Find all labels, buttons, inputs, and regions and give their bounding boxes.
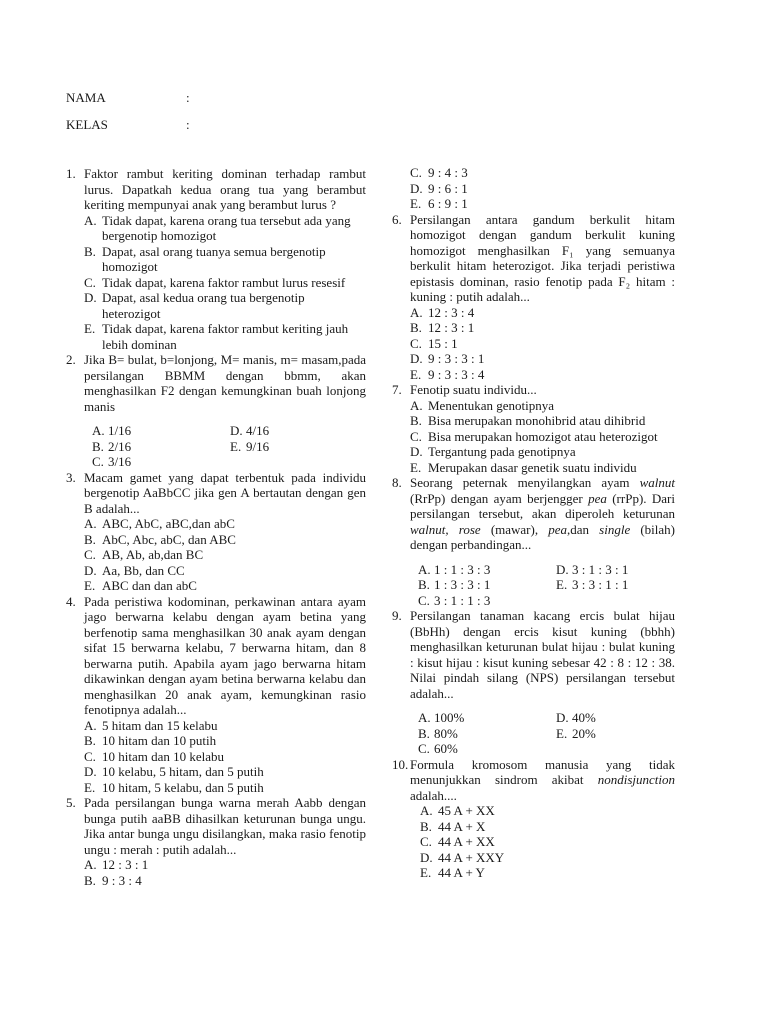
kelas-label: KELAS bbox=[66, 117, 108, 132]
option-letter: D. bbox=[84, 562, 97, 578]
option-letter: C. bbox=[410, 335, 422, 351]
question-number: 9. bbox=[392, 608, 402, 623]
option-b bbox=[84, 244, 366, 275]
option-b bbox=[84, 532, 366, 548]
option-text: Tidak dapat, karena faktor rambut keriting jauh lebih dominan bbox=[102, 321, 349, 352]
option-e bbox=[556, 726, 675, 742]
option-letter: E. bbox=[556, 725, 568, 741]
option-letter: B. bbox=[84, 531, 96, 547]
option-d bbox=[556, 562, 675, 578]
right-column bbox=[392, 165, 675, 881]
option-e bbox=[410, 196, 675, 212]
question-5 bbox=[66, 795, 366, 888]
italic-term: single bbox=[599, 521, 631, 537]
option-a bbox=[84, 213, 366, 244]
option-b bbox=[84, 733, 366, 749]
option-letter: A. bbox=[420, 803, 433, 818]
option-text: 10 hitam, 5 kelabu, dan 5 putih bbox=[102, 779, 264, 795]
option-letter: B. bbox=[420, 818, 432, 834]
kelas-colon: : bbox=[186, 117, 190, 132]
option-letter: C. bbox=[84, 274, 96, 290]
option-letter: B. bbox=[410, 413, 422, 428]
option-letter: B. bbox=[84, 872, 96, 888]
option-a bbox=[420, 803, 675, 819]
option-letter: B. bbox=[92, 438, 104, 454]
option-text: 44 A + XXY bbox=[438, 849, 505, 865]
option-text: 5 hitam dan 15 kelabu bbox=[102, 717, 218, 733]
option-text: 1 : 1 : 3 : 3 bbox=[434, 561, 491, 577]
option-b bbox=[410, 320, 675, 336]
question-5-continued bbox=[392, 165, 675, 212]
italic-term: pea bbox=[588, 490, 607, 506]
option-text: 10 hitam dan 10 putih bbox=[102, 733, 217, 748]
option-text: ABC dan dan abC bbox=[102, 578, 197, 593]
option-d bbox=[84, 764, 366, 780]
option-letter: C. bbox=[84, 547, 96, 562]
option-letter: A. bbox=[418, 561, 431, 577]
text-segment: ,dan bbox=[567, 521, 600, 537]
question-number: 3. bbox=[66, 469, 76, 485]
question-3 bbox=[66, 470, 366, 594]
option-letter: C. bbox=[418, 741, 430, 756]
question-1 bbox=[66, 166, 366, 352]
option-text: 6 : 9 : 1 bbox=[428, 196, 468, 211]
option-a bbox=[418, 710, 556, 726]
question-8 bbox=[392, 475, 675, 608]
question-text bbox=[410, 475, 675, 553]
option-text: Tidak dapat, karena faktor rambut lurus resesif bbox=[102, 274, 346, 290]
option-text: Dapat, asal orang tuanya semua bergenotip homozigot bbox=[102, 243, 326, 274]
option-b bbox=[418, 577, 556, 593]
option-text: 9 : 3 : 3 : 1 bbox=[428, 351, 485, 366]
option-text: 15 : 1 bbox=[428, 335, 458, 351]
left-column bbox=[66, 166, 366, 888]
option-text: 40% bbox=[572, 710, 596, 725]
option-letter: D. bbox=[556, 561, 569, 577]
option-text: Aa, Bb, dan CC bbox=[102, 562, 185, 578]
option-a bbox=[92, 423, 230, 439]
option-text: 60% bbox=[434, 741, 458, 756]
option-c bbox=[84, 749, 366, 765]
option-text: 44 A + Y bbox=[438, 865, 485, 880]
option-text: 1 : 3 : 3 : 1 bbox=[434, 577, 491, 592]
option-letter: E. bbox=[420, 865, 432, 880]
question-text: Persilangan antara gandum berkulit hitam homozigot dengan gandum berkulit kuning homozigot menghasilkan F₁ yang semuanya berkulit hitam heterozigot. Jika terjadi peristiwa epistasis dominan, rasio fenotip pada F₂ hitam : kuning : putih adalah... bbox=[410, 211, 675, 304]
option-text: Bisa merupakan monohibrid atau dihibrid bbox=[428, 413, 646, 428]
option-letter: B. bbox=[418, 725, 430, 741]
option-letter: A. bbox=[84, 516, 97, 531]
option-text: 1/16 bbox=[108, 423, 132, 438]
option-text: 9 : 3 : 4 bbox=[102, 872, 142, 888]
option-a bbox=[84, 516, 366, 532]
text-segment: (rrPp). Dari persilangan tersebut, akan diperoleh keturunan bbox=[410, 490, 675, 521]
option-text: Menentukan genotipnya bbox=[428, 397, 554, 413]
option-text: 12 : 3 : 4 bbox=[428, 304, 475, 320]
question-text: Faktor rambut keriting dominan terhadap rambut lurus. Dapatkah kedua orang tua yang berambut keriting mempunyai anak yang berambut lurus ? bbox=[84, 166, 366, 212]
option-text: Merupakan dasar genetik suatu individu bbox=[428, 459, 637, 475]
option-letter: D. bbox=[556, 710, 569, 725]
option-text: 3 : 3 : 1 : 1 bbox=[572, 577, 629, 592]
question-6 bbox=[392, 212, 675, 383]
question-text: Jika B= bulat, b=lonjong, M= manis, m= masam,pada persilangan BBMM dengan bbmm, akan menghasilkan F2 dengan kemungkinan buah lonjong manis bbox=[84, 352, 366, 414]
option-d bbox=[84, 290, 366, 321]
option-letter: C. bbox=[92, 454, 104, 469]
option-text: 100% bbox=[434, 710, 465, 725]
text-segment: (mawar), bbox=[480, 521, 549, 537]
option-letter: B. bbox=[84, 243, 96, 259]
option-letter: A. bbox=[418, 710, 431, 725]
option-c bbox=[420, 834, 675, 850]
option-text: Tergantung pada genotipnya bbox=[428, 444, 576, 459]
option-e bbox=[556, 577, 675, 593]
option-letter: E. bbox=[410, 196, 422, 211]
option-text: 3 : 1 : 1 : 3 bbox=[434, 592, 491, 608]
question-text: Macam gamet yang dapat terbentuk pada individu bergenotip AaBbCC jika gen A bertautan dengan gen B adalah... bbox=[84, 469, 366, 516]
options-grid bbox=[410, 710, 675, 757]
option-letter: E. bbox=[84, 321, 96, 336]
option-d bbox=[84, 563, 366, 579]
option-d bbox=[410, 181, 675, 197]
option-letter: D. bbox=[230, 423, 243, 438]
option-e bbox=[410, 367, 675, 383]
option-letter: C. bbox=[84, 748, 96, 764]
option-text: 10 kelabu, 5 hitam, dan 5 putih bbox=[102, 764, 264, 779]
option-text: Tidak dapat, karena orang tua tersebut ada yang bergenotip homozigot bbox=[102, 212, 351, 243]
question-2 bbox=[66, 352, 366, 470]
option-e bbox=[84, 578, 366, 594]
option-text: 9 : 4 : 3 bbox=[428, 165, 468, 180]
option-letter: E. bbox=[230, 438, 242, 454]
option-d bbox=[410, 351, 675, 367]
option-c bbox=[84, 547, 366, 563]
option-letter: A. bbox=[84, 212, 97, 228]
option-text: 20% bbox=[572, 725, 596, 741]
option-letter: C. bbox=[418, 592, 430, 608]
option-letter: A. bbox=[92, 423, 105, 438]
option-letter: E. bbox=[84, 578, 96, 593]
option-e bbox=[410, 460, 675, 476]
italic-term: walnut bbox=[639, 475, 675, 490]
italic-term: walnut, rose bbox=[410, 521, 481, 537]
option-b bbox=[92, 439, 230, 455]
option-c bbox=[84, 275, 366, 291]
option-text: AbC, Abc, abC, dan ABC bbox=[102, 531, 236, 547]
question-number: 10. bbox=[392, 756, 409, 772]
question-7 bbox=[392, 382, 675, 475]
option-text: 2/16 bbox=[108, 438, 132, 454]
option-letter: C. bbox=[420, 834, 432, 849]
option-letter: D. bbox=[410, 180, 423, 196]
option-e bbox=[420, 865, 675, 881]
text-segment: Seorang peternak menyilangkan ayam bbox=[410, 475, 640, 490]
option-e bbox=[230, 439, 366, 455]
option-c bbox=[418, 741, 556, 757]
option-c bbox=[410, 336, 675, 352]
option-letter: E. bbox=[410, 366, 422, 382]
option-letter: E. bbox=[410, 459, 422, 475]
option-c bbox=[92, 454, 230, 470]
option-d bbox=[230, 423, 366, 439]
option-letter: D. bbox=[84, 764, 97, 779]
option-e bbox=[84, 321, 366, 352]
nama-field bbox=[66, 90, 190, 106]
option-letter: E. bbox=[84, 779, 96, 795]
option-letter: A. bbox=[84, 857, 97, 872]
option-a bbox=[418, 562, 556, 578]
option-text: 12 : 3 : 1 bbox=[102, 857, 149, 872]
option-text: 80% bbox=[434, 725, 458, 741]
text-segment: Formula kromosom manusia yang tidak menunjukkan sindrom akibat bbox=[410, 756, 675, 787]
option-letter: A. bbox=[410, 304, 423, 320]
question-text: Pada peristiwa kodominan, perkawinan antara ayam jago berwarna kelabu dengan ayam betina yang berfenotip sama menghasilkan 30 anak ayam dengan sifat 15 berwarna kelabu, 7 berwarna hitam, dan 8 berwarna putih. Apabila ayam jago berwarna hitam dikawinkan dengan ayam betina berwarna kelabu dan menghasilkan 20 anak ayam, kemungkinan rasio fenotipnya adalah... bbox=[84, 593, 366, 717]
option-letter: C. bbox=[410, 428, 422, 444]
italic-term: nondisjunction bbox=[597, 772, 675, 787]
option-text: 12 : 3 : 1 bbox=[428, 320, 475, 335]
option-text: 9/16 bbox=[246, 438, 270, 454]
option-text: 3/16 bbox=[108, 454, 132, 469]
question-text: Persilangan tanaman kacang ercis bulat hijau (BbHh) dengan ercis kisut kuning (bbhh) menghasilkan keturunan bulat hijau : bulat kuning : kisut hijau : kisut kuning sebesar 42 : 8 : 12 : 38. Nilai pindah silang (NPS) persilangan tersebut adalah... bbox=[410, 608, 675, 701]
nama-colon: : bbox=[186, 90, 190, 105]
option-a bbox=[410, 305, 675, 321]
nama-label: NAMA bbox=[66, 90, 106, 105]
question-4 bbox=[66, 594, 366, 796]
option-text: 9 : 6 : 1 bbox=[428, 180, 468, 196]
option-a bbox=[84, 857, 366, 873]
kelas-field bbox=[66, 117, 190, 133]
text-segment: (bilah) dengan perbandingan... bbox=[410, 521, 675, 552]
option-d bbox=[410, 444, 675, 460]
option-b bbox=[418, 726, 556, 742]
option-letter: E. bbox=[556, 577, 568, 592]
option-c bbox=[410, 165, 675, 181]
italic-term: pea bbox=[548, 521, 567, 537]
option-text: 45 A + XX bbox=[438, 803, 495, 818]
option-letter: B. bbox=[84, 733, 96, 748]
options-grid bbox=[84, 423, 366, 470]
option-a bbox=[84, 718, 366, 734]
option-b bbox=[420, 819, 675, 835]
option-text: Dapat, asal kedua orang tua bergenotip heterozigot bbox=[102, 290, 305, 321]
option-text: 10 hitam dan 10 kelabu bbox=[102, 748, 225, 764]
text-segment: (RrPp) dengan ayam berjengger bbox=[410, 490, 589, 506]
question-number: 8. bbox=[392, 475, 402, 490]
option-text: AB, Ab, ab,dan BC bbox=[102, 547, 204, 562]
option-b bbox=[410, 413, 675, 429]
option-letter: B. bbox=[418, 577, 430, 592]
option-letter: D. bbox=[84, 290, 97, 305]
option-text: 4/16 bbox=[246, 423, 270, 438]
question-number: 5. bbox=[66, 795, 76, 810]
option-e bbox=[84, 780, 366, 796]
option-letter: D. bbox=[410, 444, 423, 459]
question-number: 4. bbox=[66, 593, 76, 609]
question-number: 1. bbox=[66, 166, 76, 181]
option-d bbox=[556, 710, 675, 726]
option-c bbox=[410, 429, 675, 445]
option-a bbox=[410, 398, 675, 414]
option-letter: D. bbox=[410, 351, 423, 366]
option-c bbox=[418, 593, 556, 609]
question-text: Pada persilangan bunga warna merah Aabb dengan bunga putih aaBB dihasilkan keturunan bunga ungu. Jika antar bunga ungu disilangkan, maka rasio fenotip ungu : merah : putih adalah... bbox=[84, 795, 366, 857]
question-number: 2. bbox=[66, 352, 76, 367]
option-text: Bisa merupakan homozigot atau heterozigot bbox=[428, 428, 658, 444]
option-letter: A. bbox=[410, 397, 423, 413]
question-text bbox=[410, 757, 675, 804]
question-9 bbox=[392, 608, 675, 757]
option-d bbox=[420, 850, 675, 866]
option-text: ABC, AbC, aBC,dan abC bbox=[102, 516, 235, 531]
text-segment: adalah.... bbox=[410, 787, 457, 803]
option-text: 9 : 3 : 3 : 4 bbox=[428, 366, 485, 382]
option-letter: B. bbox=[410, 320, 422, 335]
option-letter: A. bbox=[84, 717, 97, 733]
option-b bbox=[84, 873, 366, 889]
question-text: Fenotip suatu individu... bbox=[410, 382, 537, 397]
option-text: 3 : 1 : 3 : 1 bbox=[572, 561, 629, 577]
option-letter: C. bbox=[410, 165, 422, 180]
question-number: 6. bbox=[392, 211, 402, 227]
option-text: 44 A + XX bbox=[438, 834, 495, 849]
option-text: 44 A + X bbox=[438, 818, 486, 834]
options-grid bbox=[410, 562, 675, 609]
question-10 bbox=[392, 757, 675, 881]
option-letter: D. bbox=[420, 849, 433, 865]
question-number: 7. bbox=[392, 382, 402, 397]
